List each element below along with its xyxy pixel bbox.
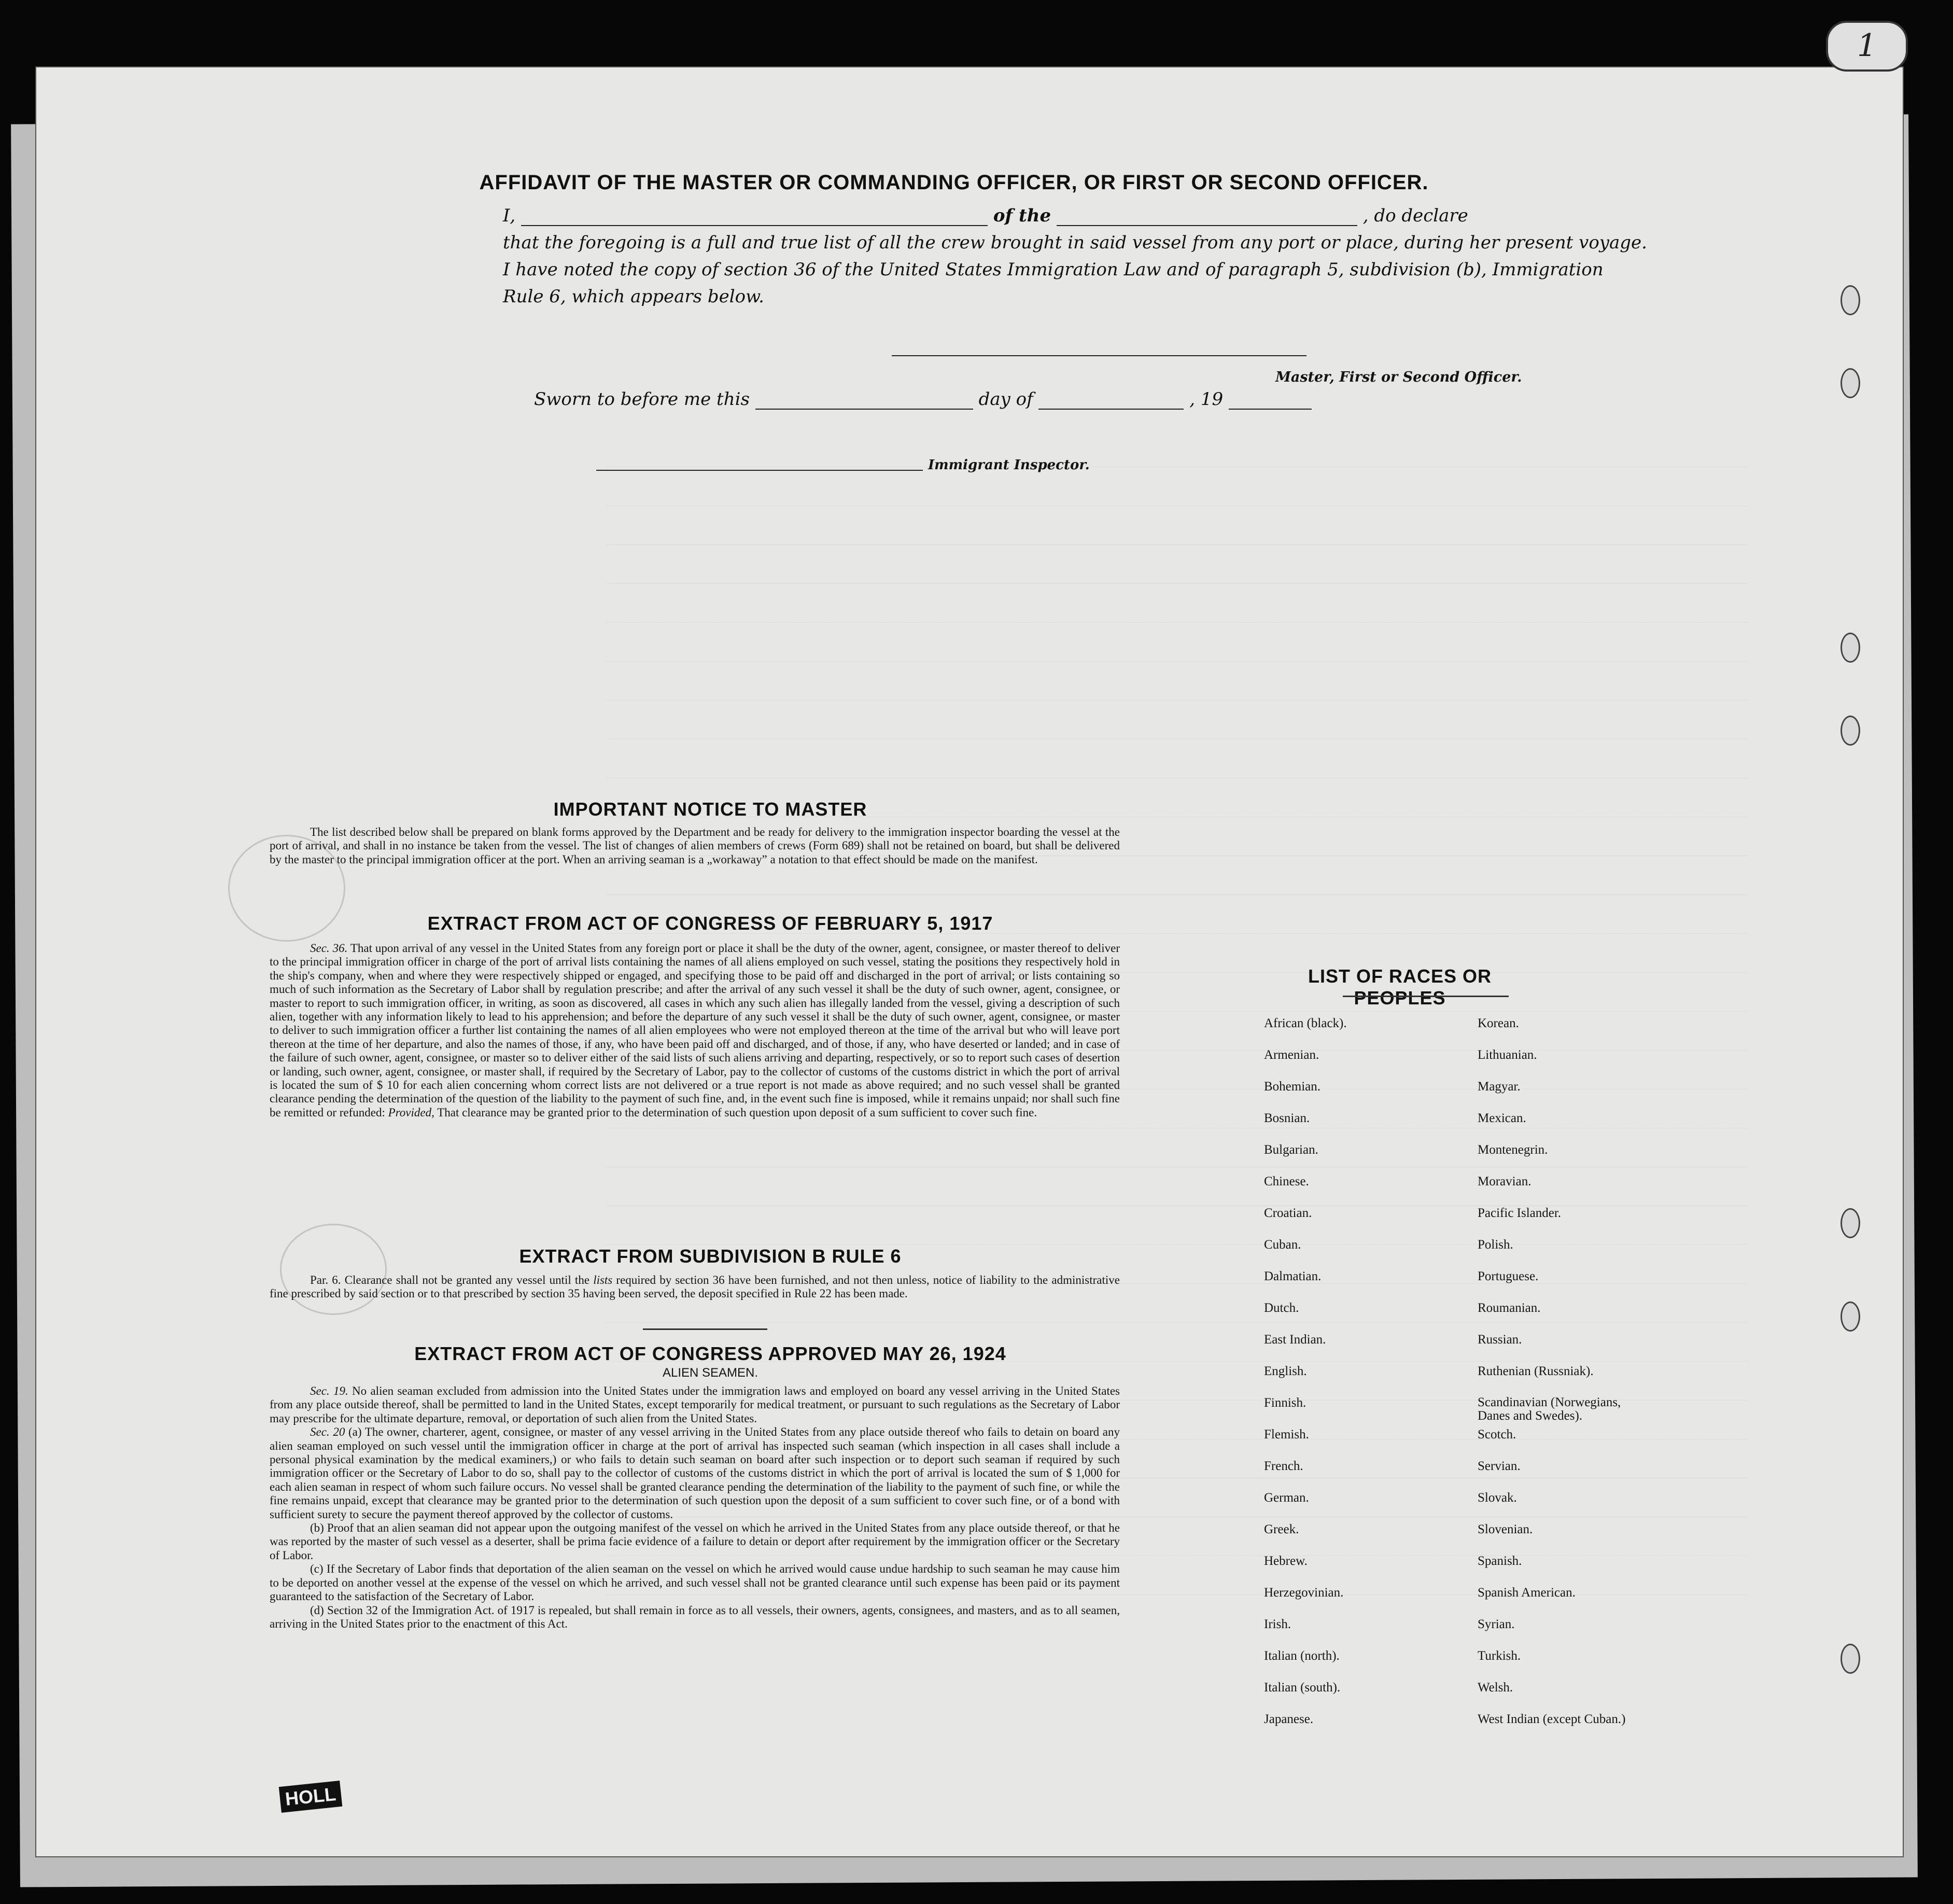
race-item: West Indian (except Cuban.) [1478,1712,1626,1726]
race-item: Greek. [1264,1522,1299,1536]
section-20d-text: (d) Section 32 of the Immigration Act. of 1917 is repealed, but shall remain in force as to all vessels, their owners, agents, consignees, and masters, and as to all seamen, arriving in the United States prior to the enactment of this Act. [270,1603,1120,1630]
punch-hole [1840,1301,1860,1332]
race-item: Japanese. [1264,1712,1314,1726]
sworn-year-blank[interactable] [1229,393,1312,410]
punch-hole [1840,1208,1860,1238]
bleed-through-row [607,568,1747,584]
punch-hole [1840,368,1860,398]
race-item: Portuguese. [1478,1269,1539,1283]
bleed-through-row [607,451,1747,467]
race-item: Flemish. [1264,1427,1309,1441]
bleed-through-row [607,879,1747,895]
extract-1924-text [270,1384,1120,1631]
race-item: Finnish. [1264,1396,1306,1410]
extract-1917-title: EXTRACT FROM ACT OF CONGRESS OF FEBRUARY 5, 1917 [427,913,993,934]
race-item: Welsh. [1478,1681,1513,1695]
extract-rule6-title: EXTRACT FROM SUBDIVISION B RULE 6 [519,1245,902,1267]
race-item: Syrian. [1478,1617,1515,1631]
stamp-fragment: HOLL [279,1781,343,1813]
sworn-day-blank[interactable] [755,393,973,410]
race-item: Magyar. [1478,1080,1521,1094]
race-item: Dalmatian. [1264,1269,1322,1283]
race-item: Pacific Islander. [1478,1206,1562,1220]
vessel-name-blank[interactable] [1057,209,1357,226]
section-20b-text: (b) Proof that an alien seaman did not appear upon the outgoing manifest of the vessel on which he arrived in the United States from any place outside thereof, or that he was reported by the master of such vessel as a deserter, shall be prima facie evidence of a failure to detain or deport after requirement by the immigration officer or the Secretary of Labor. [270,1521,1120,1562]
punch-hole [1840,633,1860,663]
race-item: African (black). [1264,1016,1347,1030]
race-item: Chinese. [1264,1174,1309,1188]
race-item: Mexican. [1478,1111,1526,1125]
bleed-through-row [607,723,1747,739]
race-item: Korean. [1478,1016,1519,1030]
race-item: Italian (south). [1264,1681,1341,1695]
page-number-circle: 1 [1826,21,1908,72]
section-20a-text: (a) The owner, charterer, agent, consignee, or master of any vessel arriving in the United States from any place outside thereof who fails to detain on board any alien seaman employed on such vessel until the immigration officer in charge at the port of arrival has inspected such seaman (which inspection in all cases shall include a personal physical examination by the medical examiners,) or who fails to detain such seaman on board after such inspection or to deport such seaman if required by such immigration officer or the Secretary of Labor to do so, shall pay to the collector of customs of the customs district in which the port of arrival is located the sum of $ 1,000 for each alien seaman in respect of whom such failure occurs. No vessel shall be granted clearance pending the determination of the liability to the payment of such fine, or while the fine remains unpaid, except that clearance may be granted prior to the determination of such question upon the deposit of a sum sufficient to cover such fine, or of a bond with sufficient surety to secure the payment thereof approved by the collector of customs. [270,1425,1120,1521]
punch-hole [1840,285,1860,315]
sworn-label: Sworn to before me this [534,389,750,410]
extract-rule6-text [270,1273,1120,1301]
race-item: Herzegovinian. [1264,1586,1344,1600]
section-divider [643,1328,767,1330]
notice-text [270,825,1120,866]
faint-stamp [280,1224,387,1315]
section-19-label: Sec. 19. [310,1384,348,1397]
affidavit-title: AFFIDAVIT OF THE MASTER OR COMMANDING OFFICER, OR FIRST OR SECOND OFFICER. [479,171,1429,194]
section-19-text: No alien seaman excluded from admission into the United States under the immigration laws and employed on board any vessel arriving in the United States from any place outside thereof, shall be permitted to land in the United States, except temporarily for medical treatment, or pursuant to such regulations as the Secretary of Labor may prescribe for the ultimate departure, removal, or deportation of such alien from the United States. [270,1384,1120,1425]
race-item: Italian (north). [1264,1649,1340,1663]
race-item: Cuban. [1264,1238,1301,1252]
affidavit-declare-label: , do declare [1362,205,1468,226]
race-item: Irish. [1264,1617,1291,1631]
race-item: Turkish. [1478,1649,1521,1663]
section-36-label: Sec. 36. [310,942,348,955]
race-item: Bulgarian. [1264,1143,1318,1157]
races-list [1264,1016,1668,1732]
section-36-tail: That clearance may be granted prior to the determination of such question upon deposit of a sum sufficient to cover such fine. [437,1105,1037,1119]
race-item: Servian. [1478,1459,1521,1473]
race-item: Spanish. [1478,1554,1522,1568]
race-item: Roumanian. [1478,1301,1541,1315]
section-20c-text: (c) If the Secretary of Labor finds that deportation of the alien seaman on the vessel on which he arrived would cause undue hardship to such seaman he may cause him to be deported on another vessel at the expense of the vessel on which he arrived, and such vessel shall not be granted clearance until such expense has been paid or its payment guaranteed to the satisfaction of the Secretary of Labor. [270,1562,1120,1603]
race-item: Bosnian. [1264,1111,1310,1125]
race-item: Lithuanian. [1478,1048,1537,1062]
race-item: French. [1264,1459,1303,1473]
race-item: Croatian. [1264,1206,1312,1220]
bleed-through-row [607,529,1747,545]
signature-label: Master, First or Second Officer. [1275,369,1522,385]
bleed-through-row [607,762,1747,778]
race-item: Scandinavian (Norwegians, Danes and Swedes). [1478,1395,1621,1423]
race-item: Slovenian. [1478,1522,1533,1536]
races-title: LIST OF RACES OR PEOPLES [1308,965,1492,1009]
extract-1924-subtitle: ALIEN SEAMEN. [662,1366,758,1380]
rule6-text-a: Par. 6. Clearance shall not be granted any vessel until the [310,1273,590,1286]
race-item: Moravian. [1478,1174,1532,1188]
sworn-month-blank[interactable] [1038,393,1184,410]
race-item: Armenian. [1264,1048,1319,1062]
race-item: Ruthenian (Russniak). [1478,1364,1594,1378]
notice-paragraph: The list described below shall be prepared on blank forms approved by the Department and be ready for delivery to the immigration inspector boarding the vessel at the port of arrival, and shall in no instance be taken from the vessel. The list of changes of alien members of crews (Form 689) shall not be retained on board, but shall be delivered by the master to the principal immigration officer at the port. When an arriving seaman is a „workaway” a notation to that effect should be made on the manifest. [270,825,1120,866]
inspector-signature-line[interactable] [596,470,923,471]
race-item: East Indian. [1264,1333,1326,1347]
sworn-day-label: day of [978,389,1033,410]
provided-label: Provided, [388,1105,434,1119]
race-item: English. [1264,1364,1307,1378]
bleed-through-row [607,684,1747,701]
master-name-blank[interactable] [521,209,988,226]
notice-title: IMPORTANT NOTICE TO MASTER [553,799,867,820]
punch-hole [1840,1644,1860,1674]
affidavit-line-2: that the foregoing is a full and true list of all the crew brought in said vessel from any port or place, during her present voyage. [503,232,1647,253]
rule6-lists-word: lists [593,1273,613,1286]
race-item: Polish. [1478,1238,1513,1252]
signature-line[interactable] [892,355,1306,356]
race-item: Dutch. [1264,1301,1299,1315]
affidavit-i-label: I, [503,205,516,226]
section-36-text: That upon arrival of any vessel in the United States from any foreign port or place it shall be the duty of the owner, agent, consignee, or master thereof to deliver to the principal immigration officer in charge of the port of arrival lists containing the names of all aliens employed on such vessel, stating the positions they respectively hold in the ship's company, when and where they were respectively shipped or engaged, and specifying those to be paid off and discharged in the port of arrival; or lists containing so much of such information as the Secretary of Labor shall by regulation prescribe; and after the arrival of any such vessel it shall be the duty of such owner, agent, consignee, or master to report to such immigration officer, in writing, as soon as discovered, all cases in which any such alien has illegally landed from the vessel, giving a description of such alien, together with any information likely to lead to his apprehension; and before the departure of any such vessel it shall be the duty of such owner, agent, consignee, or master to deliver to such immigration officer a further list containing the names of all alien employees who were not employed thereon at the time of the arrival but who will leave port thereon at the time of her departure, and also the names of those, if any, who have been paid off and discharged, and of those, if any, who have deserted or landed; and in case of the failure of such owner, agent, consignee, or master so to deliver either of the said lists of such aliens arriving and departing, respectively, or so to report such cases of desertion or landing, such owner, agent, consignee, or master shall, if required by the Secretary of Labor, pay to the collector of customs of the customs district in which the port of arrival is located the sum of $ 10 for each alien concerning whom correct lists are not delivered or a true report is not made as above required; and no such vessel shall be granted clearance pending the determination of the question of the liability to the payment of such fine, and, in the event such fine is imposed, while it remains unpaid; nor shall such fine be remitted or refunded: [270,942,1120,1119]
affidavit-line-1 [503,205,1468,226]
rule6-text-b: required by section 36 have been furnished, and not then unless, notice of liability to the administrative fine prescribed by said section or to that prescribed by section 35 having been served, the deposit specified in Rule 22 has been made. [270,1273,1120,1300]
sworn-line [534,389,1312,410]
race-item: Bohemian. [1264,1080,1321,1094]
affidavit-line-4: Rule 6, which appears below. [503,286,764,307]
bleed-through-row [607,607,1747,623]
race-item: Slovak. [1478,1491,1517,1505]
punch-hole [1840,716,1860,746]
race-item: Scotch. [1478,1427,1516,1441]
races-divider [1343,996,1509,997]
race-item: Spanish American. [1478,1586,1576,1600]
affidavit-line-3: I have noted the copy of section 36 of the United States Immigration Law and of paragraph 5, subdivision (b), Immigration [503,259,1604,280]
extract-1917-text [270,942,1120,1119]
bleed-through-row [607,646,1747,662]
race-item: Hebrew. [1264,1554,1308,1568]
bleed-through-row [607,490,1747,506]
race-item: Russian. [1478,1333,1522,1347]
section-20-label: Sec. 20 [310,1425,345,1439]
race-item: Montenegrin. [1478,1143,1548,1157]
sworn-year-label: , 19 [1189,389,1224,410]
manifest-page [36,27,1903,1856]
race-item: German. [1264,1491,1309,1505]
affidavit-of-the-label: of the [993,205,1051,226]
extract-1924-title: EXTRACT FROM ACT OF CONGRESS APPROVED MAY 26, 1924 [414,1343,1006,1364]
inspector-label: Immigrant Inspector. [928,457,1090,473]
